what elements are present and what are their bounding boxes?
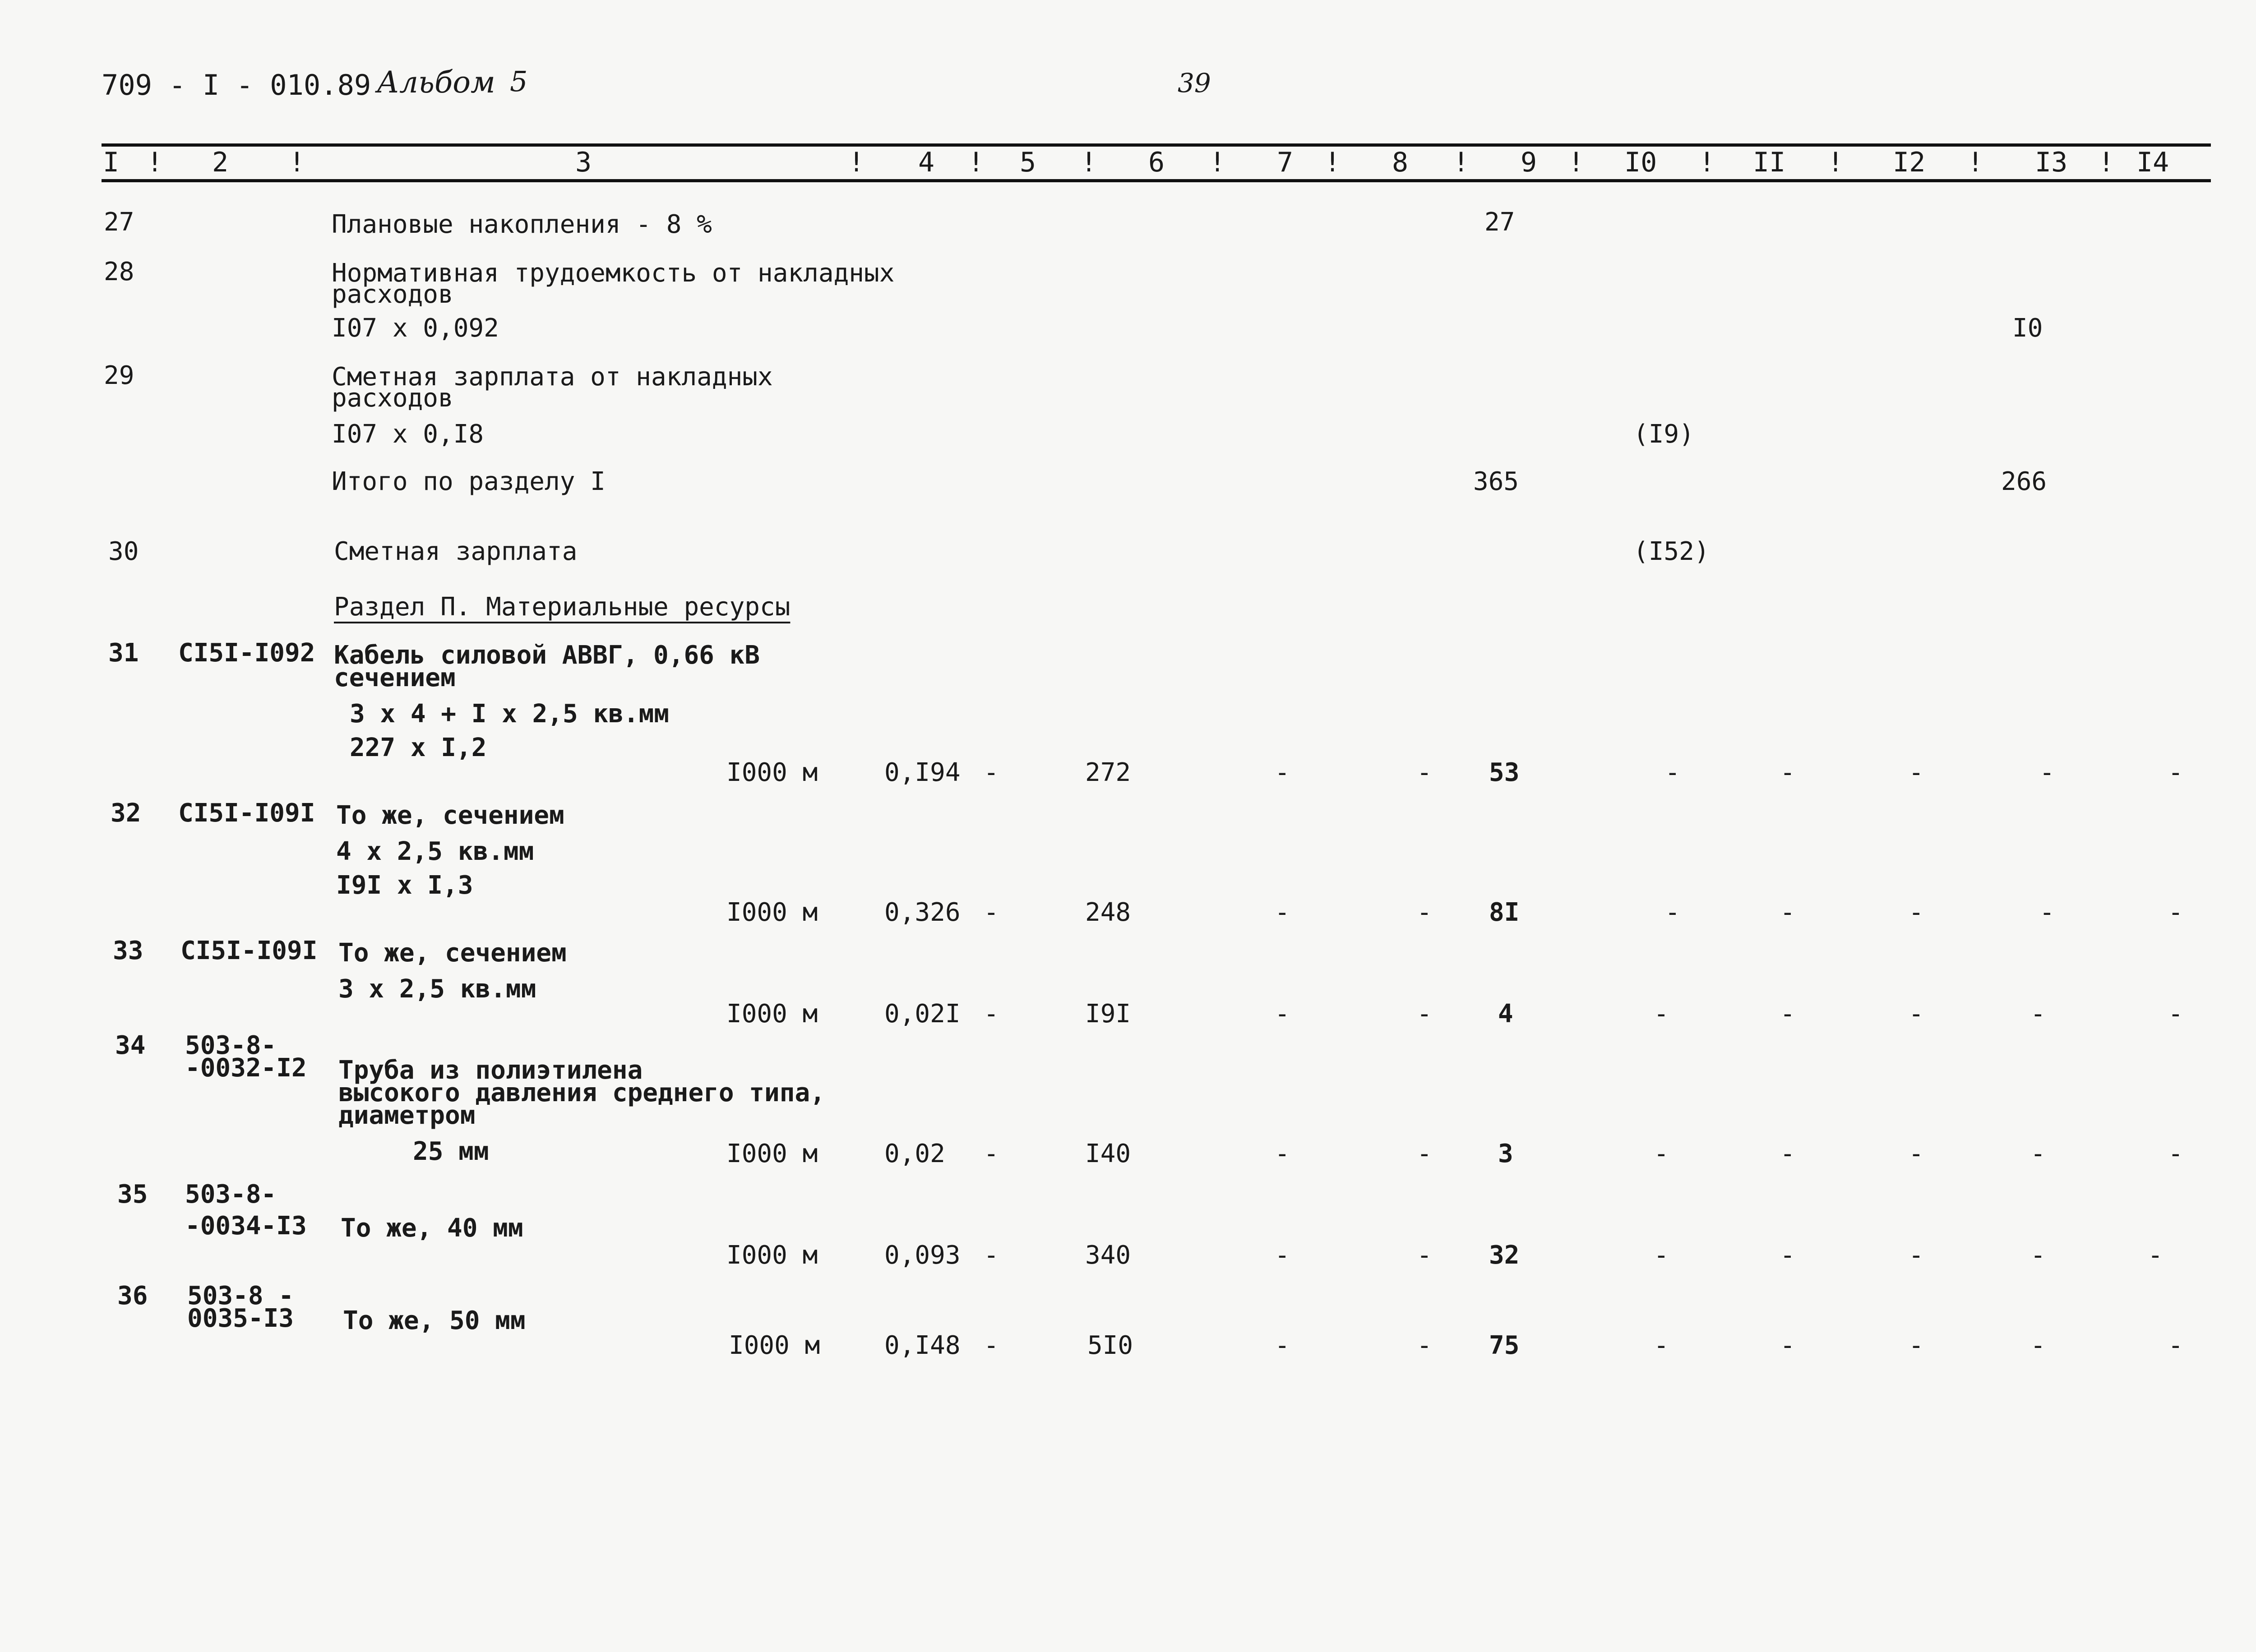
cell-col6: I40 xyxy=(1085,1139,1131,1168)
col-separator: ! xyxy=(1081,147,1097,178)
row-description: 4 x 2,5 кв.мм xyxy=(336,837,534,866)
col-header-10: I0 xyxy=(1624,147,1657,178)
row-number: 36 xyxy=(117,1281,148,1311)
col-header-6: 6 xyxy=(1148,147,1165,178)
cell-col6: 272 xyxy=(1085,758,1131,787)
col-separator: ! xyxy=(1568,147,1585,178)
cell-col5: - xyxy=(984,898,999,927)
cell-col9: 53 xyxy=(1489,758,1520,787)
row-description: Нормативная трудоемкость от накладных xyxy=(332,258,895,288)
col-separator: ! xyxy=(1324,147,1341,178)
cell-col6: 248 xyxy=(1085,898,1131,927)
row-description: То же, 40 мм xyxy=(341,1214,523,1243)
col-header-14: I4 xyxy=(2136,147,2169,178)
col-separator: ! xyxy=(1699,147,1715,178)
cell-col11: - xyxy=(1780,1241,1795,1270)
cell-col10: - xyxy=(1654,1241,1669,1270)
cell-col5: - xyxy=(984,1331,999,1360)
cell-col14: - xyxy=(2168,898,2183,927)
col-header-3: 3 xyxy=(575,147,592,178)
cell-col13: - xyxy=(2039,898,2055,927)
cell-col14: - xyxy=(2168,999,2183,1029)
row-number: 32 xyxy=(111,798,141,828)
row-code-cont: -0032-I2 xyxy=(185,1053,307,1083)
cell-col9: 27 xyxy=(1484,208,1515,237)
cell-col10: - xyxy=(1654,1139,1669,1168)
table-top-rule xyxy=(102,143,2211,147)
cell-col12: - xyxy=(1909,999,1924,1029)
row-formula: I07 x 0,I8 xyxy=(332,420,484,449)
col-header-7: 7 xyxy=(1277,147,1294,178)
row-number: 28 xyxy=(104,257,134,286)
page-number: 39 xyxy=(1178,68,1211,98)
row-number: 29 xyxy=(104,361,134,390)
row-code: 503-8 - xyxy=(187,1281,294,1311)
col-header-12: I2 xyxy=(1893,147,1926,178)
row-code: 503-8- xyxy=(185,1180,277,1209)
cell-col4: 0,I94 xyxy=(884,758,961,787)
col-header-13: I3 xyxy=(2035,147,2068,178)
row-description: То же, сечением xyxy=(336,801,564,830)
col-header-9: 9 xyxy=(1521,147,1537,178)
col-header-8: 8 xyxy=(1392,147,1409,178)
row-description: То же, 50 мм xyxy=(343,1306,526,1335)
cell-col9: 4 xyxy=(1498,999,1513,1029)
col-separator: ! xyxy=(2098,147,2115,178)
cell-col14: - xyxy=(2148,1241,2163,1270)
row-description: Итого по разделу I xyxy=(332,467,606,496)
row-description: расходов xyxy=(332,383,453,413)
row-code: CI5I-I092 xyxy=(178,638,315,668)
cell-col11: - xyxy=(1780,1331,1795,1360)
section-heading: Раздел П. Материальные ресурсы xyxy=(334,592,791,622)
row-number: 34 xyxy=(115,1031,146,1060)
col-separator: ! xyxy=(1967,147,1984,178)
cell-unit: I000 м xyxy=(729,1331,820,1360)
cell-col13: I0 xyxy=(2012,314,2043,343)
row-description: Кабель силовой АВВГ, 0,66 кВ xyxy=(334,641,760,670)
cell-col14: - xyxy=(2168,1331,2183,1360)
row-description: 3 x 4 + I x 2,5 кв.мм xyxy=(350,699,670,729)
cell-col11: - xyxy=(1780,898,1795,927)
col-separator: ! xyxy=(147,147,163,178)
row-number: 31 xyxy=(108,638,139,668)
cell-col11: - xyxy=(1780,1139,1795,1168)
cell-col5: - xyxy=(984,1241,999,1270)
cell-unit: I000 м xyxy=(726,898,818,927)
cell-col13: - xyxy=(2030,999,2046,1029)
cell-col13: - xyxy=(2039,758,2055,787)
row-number: 27 xyxy=(104,208,134,237)
cell-unit: I000 м xyxy=(726,1241,818,1270)
cell-col11: - xyxy=(1780,758,1795,787)
row-description: Труба из полиэтилена xyxy=(338,1056,643,1085)
cell-col6: I9I xyxy=(1085,999,1131,1029)
cell-col8: - xyxy=(1417,1331,1432,1360)
row-number: 33 xyxy=(113,936,143,965)
cell-col13: - xyxy=(2030,1139,2046,1168)
cell-col9: 75 xyxy=(1489,1331,1520,1360)
album-number: 5 xyxy=(510,65,528,98)
row-description: расходов xyxy=(332,280,453,309)
row-description: Сметная зарплата от накладных xyxy=(332,362,773,392)
col-separator: ! xyxy=(1453,147,1470,178)
cell-col13: - xyxy=(2030,1241,2046,1270)
cell-col12: - xyxy=(1909,898,1924,927)
cell-col6: 5I0 xyxy=(1087,1331,1133,1360)
row-description: диаметром xyxy=(338,1101,476,1130)
cell-col13: - xyxy=(2030,1331,2046,1360)
cell-unit: I000 м xyxy=(726,999,818,1029)
cell-col7: - xyxy=(1275,898,1290,927)
cell-col13: 266 xyxy=(2001,467,2047,496)
cell-col8: - xyxy=(1417,1241,1432,1270)
row-description: высокого давления среднего типа, xyxy=(338,1078,825,1107)
cell-col9: 32 xyxy=(1489,1241,1520,1270)
row-code-cont: -0034-I3 xyxy=(185,1211,307,1241)
cell-col4: 0,02I xyxy=(884,999,961,1029)
table-header-rule xyxy=(102,179,2211,182)
album-label: Альбом xyxy=(377,65,495,100)
cell-col4: 0,I48 xyxy=(884,1331,961,1360)
cell-col7: - xyxy=(1275,1331,1290,1360)
cell-col10: - xyxy=(1665,898,1680,927)
doc-code: 709 - I - 010.89 xyxy=(102,69,371,102)
row-formula: I9I x I,3 xyxy=(336,871,473,900)
col-header-4: 4 xyxy=(918,147,935,178)
col-separator: ! xyxy=(848,147,865,178)
col-header-2: 2 xyxy=(212,147,229,178)
cell-col8: - xyxy=(1417,999,1432,1029)
cell-col5: - xyxy=(984,758,999,787)
cell-col9: 365 xyxy=(1473,467,1519,496)
row-formula: I07 x 0,092 xyxy=(332,314,499,343)
row-description: 3 x 2,5 кв.мм xyxy=(338,974,536,1004)
cell-col4: 0,326 xyxy=(884,898,961,927)
cell-unit: I000 м xyxy=(726,1139,818,1168)
cell-col5: - xyxy=(984,1139,999,1168)
cell-col12: - xyxy=(1909,1331,1924,1360)
cell-col10: (I9) xyxy=(1633,420,1694,449)
cell-col12: - xyxy=(1909,1241,1924,1270)
row-description: Сметная зарплата xyxy=(334,537,578,566)
cell-col8: - xyxy=(1417,898,1432,927)
row-number: 35 xyxy=(117,1180,148,1209)
cell-col7: - xyxy=(1275,1241,1290,1270)
col-separator: ! xyxy=(1827,147,1844,178)
row-formula: 227 x I,2 xyxy=(350,733,487,762)
row-code-cont: 0035-I3 xyxy=(187,1304,294,1333)
row-number: 30 xyxy=(108,537,139,566)
cell-col10: - xyxy=(1654,999,1669,1029)
cell-col8: - xyxy=(1417,758,1432,787)
cell-col7: - xyxy=(1275,758,1290,787)
cell-col4: 0,02 xyxy=(884,1139,945,1168)
cell-col14: - xyxy=(2168,1139,2183,1168)
cell-col9: 3 xyxy=(1498,1139,1513,1168)
cell-col14: - xyxy=(2168,758,2183,787)
row-code: CI5I-I09I xyxy=(180,936,318,965)
row-description: Плановые накопления - 8 % xyxy=(332,210,712,239)
col-separator: ! xyxy=(1209,147,1226,178)
cell-col7: - xyxy=(1275,999,1290,1029)
col-header-11: II xyxy=(1753,147,1786,178)
col-header-1: I xyxy=(103,147,120,178)
cell-unit: I000 м xyxy=(726,758,818,787)
col-separator: ! xyxy=(968,147,985,178)
cell-col11: - xyxy=(1780,999,1795,1029)
cell-col12: - xyxy=(1909,1139,1924,1168)
cell-col10: - xyxy=(1665,758,1680,787)
row-description: То же, сечением xyxy=(338,938,567,968)
cell-col10: (I52) xyxy=(1633,537,1710,566)
row-description: сечением xyxy=(334,663,456,692)
cell-col4: 0,093 xyxy=(884,1241,961,1270)
cell-col10: - xyxy=(1654,1331,1669,1360)
col-separator: ! xyxy=(289,147,305,178)
cell-col5: - xyxy=(984,999,999,1029)
cell-col7: - xyxy=(1275,1139,1290,1168)
row-description: 25 мм xyxy=(413,1137,489,1166)
cell-col12: - xyxy=(1909,758,1924,787)
cell-col9: 8I xyxy=(1489,898,1520,927)
cell-col6: 340 xyxy=(1085,1241,1131,1270)
row-code: 503-8- xyxy=(185,1031,277,1060)
row-code: CI5I-I09I xyxy=(178,798,315,828)
cell-col8: - xyxy=(1417,1139,1432,1168)
col-header-5: 5 xyxy=(1020,147,1036,178)
